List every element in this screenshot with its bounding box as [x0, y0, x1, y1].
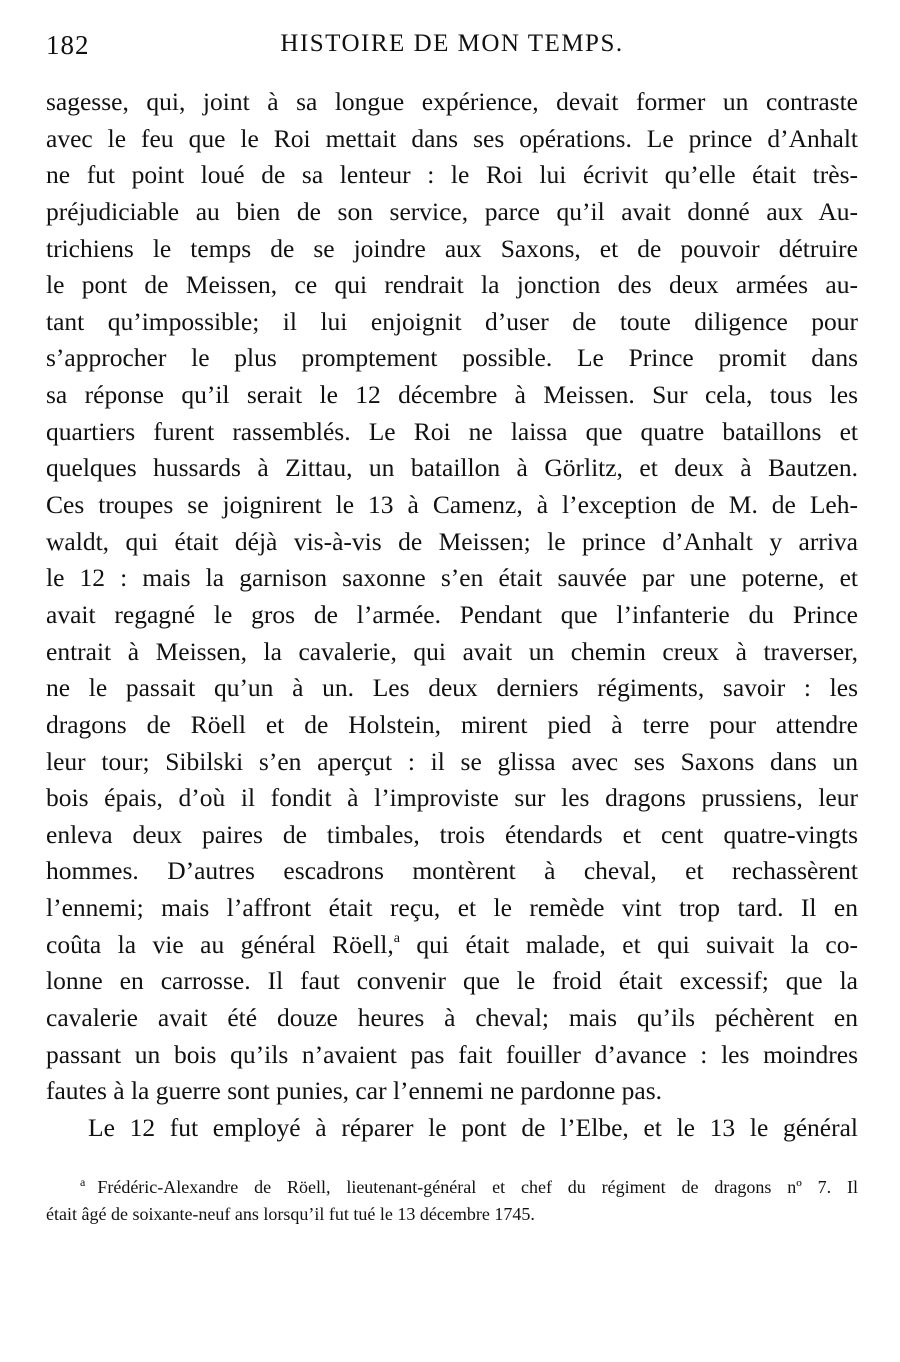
text-line: quelques hussards à Zittau, un bataillon à Görlitz, et deux à Bautzen. — [46, 453, 858, 483]
text-line: enleva deux paires de timbales, trois étendards et cent quatre-vingts — [46, 819, 858, 849]
text-line: passant un bois qu’ils n’avaient pas fait fouiller d’avance : les moindres — [46, 1039, 858, 1069]
text-line: avec le feu que le Roi mettait dans ses opérations. Le prince d’Anhalt — [46, 123, 858, 153]
text-line: le 12 : mais la garnison saxonne s’en était sauvée par une poterne, et — [46, 563, 858, 593]
text-line: waldt, qui était déjà vis-à-vis de Meissen; le prince d’Anhalt y arriva — [46, 526, 858, 556]
text-line: hommes. D’autres escadrons montèrent à cheval, et rechassèrent — [46, 856, 858, 886]
footnote-line — [46, 1174, 858, 1201]
body-text — [46, 84, 858, 1147]
page-number: 182 — [46, 30, 90, 60]
footnote-reference: a — [393, 930, 400, 946]
footnote-text: Frédéric-Alexandre de Röell, lieutenant-général et chef du régiment de dragons nº 7. Il — [97, 1177, 858, 1197]
text-line: trichiens le temps de se joindre aux Saxons, et de pouvoir détruire — [46, 233, 858, 263]
text-line: entrait à Meissen, la cavalerie, qui avait un chemin creux à traverser, — [46, 636, 858, 666]
text-line: ne fut point loué de sa lenteur : le Roi lui écrivit qu’elle était très- — [46, 160, 858, 190]
footnote-marker: a — [80, 1175, 86, 1189]
footnote — [46, 1174, 858, 1228]
text-line-with-footnote-ref — [46, 927, 858, 964]
text-line: sa réponse qu’il serait le 12 décembre à Meissen. Sur cela, tous les — [46, 380, 858, 410]
text-line: lonne en carrosse. Il faut convenir que le froid était excessif; que la — [46, 966, 858, 996]
paragraph-end-line: fautes à la guerre sont punies, car l’ennemi ne pardonne pas. — [46, 1076, 663, 1106]
text-line: ne le passait qu’un à un. Les deux derniers régiments, savoir : les — [46, 673, 858, 703]
text-line: tant qu’impossible; il lui enjoignit d’user de toute diligence pour — [46, 306, 858, 336]
running-title: HISTOIRE DE MON TEMPS. — [280, 30, 624, 57]
text-line: avait regagné le gros de l’armée. Pendant que l’infanterie du Prince — [46, 599, 858, 629]
page-header — [46, 30, 858, 70]
text-line: leur tour; Sibilski s’en aperçut : il se glissa avec ses Saxons dans un — [46, 746, 858, 776]
text-line: cavalerie avait été douze heures à cheval; mais qu’ils péchèrent en — [46, 1003, 858, 1033]
text-segment: coûta la vie au général Röell, — [46, 929, 394, 959]
text-line: bois épais, d’où il fondit à l’improviste sur les dragons prussiens, leur — [46, 783, 858, 813]
text-line: sagesse, qui, joint à sa longue expérience, devait former un contraste — [46, 87, 858, 116]
text-line: l’ennemi; mais l’affront était reçu, et le remède vint trop tard. Il en — [46, 893, 858, 923]
text-line: dragons de Röell et de Holstein, mirent pied à terre pour attendre — [46, 709, 858, 739]
text-line: le pont de Meissen, ce qui rendrait la jonction des deux armées au- — [46, 270, 858, 300]
footnote-line: était âgé de soixante-neuf ans lorsqu’il fut tué le 13 décembre 1745. — [46, 1204, 535, 1224]
paragraph-start-line: Le 12 fut employé à réparer le pont de l’Elbe, et le 13 le général — [88, 1112, 858, 1142]
text-line: s’approcher le plus promptement possible. Le Prince promit dans — [46, 343, 858, 373]
text-line: quartiers furent rassemblés. Le Roi ne laissa que quatre bataillons et — [46, 416, 858, 446]
text-line: préjudiciable au bien de son service, parce qu’il avait donné aux Au- — [46, 196, 858, 226]
text-line: Ces troupes se joignirent le 13 à Camenz, à l’exception de M. de Leh- — [46, 490, 858, 520]
text-segment: qui était malade, et qui suivait la co- — [399, 929, 858, 959]
